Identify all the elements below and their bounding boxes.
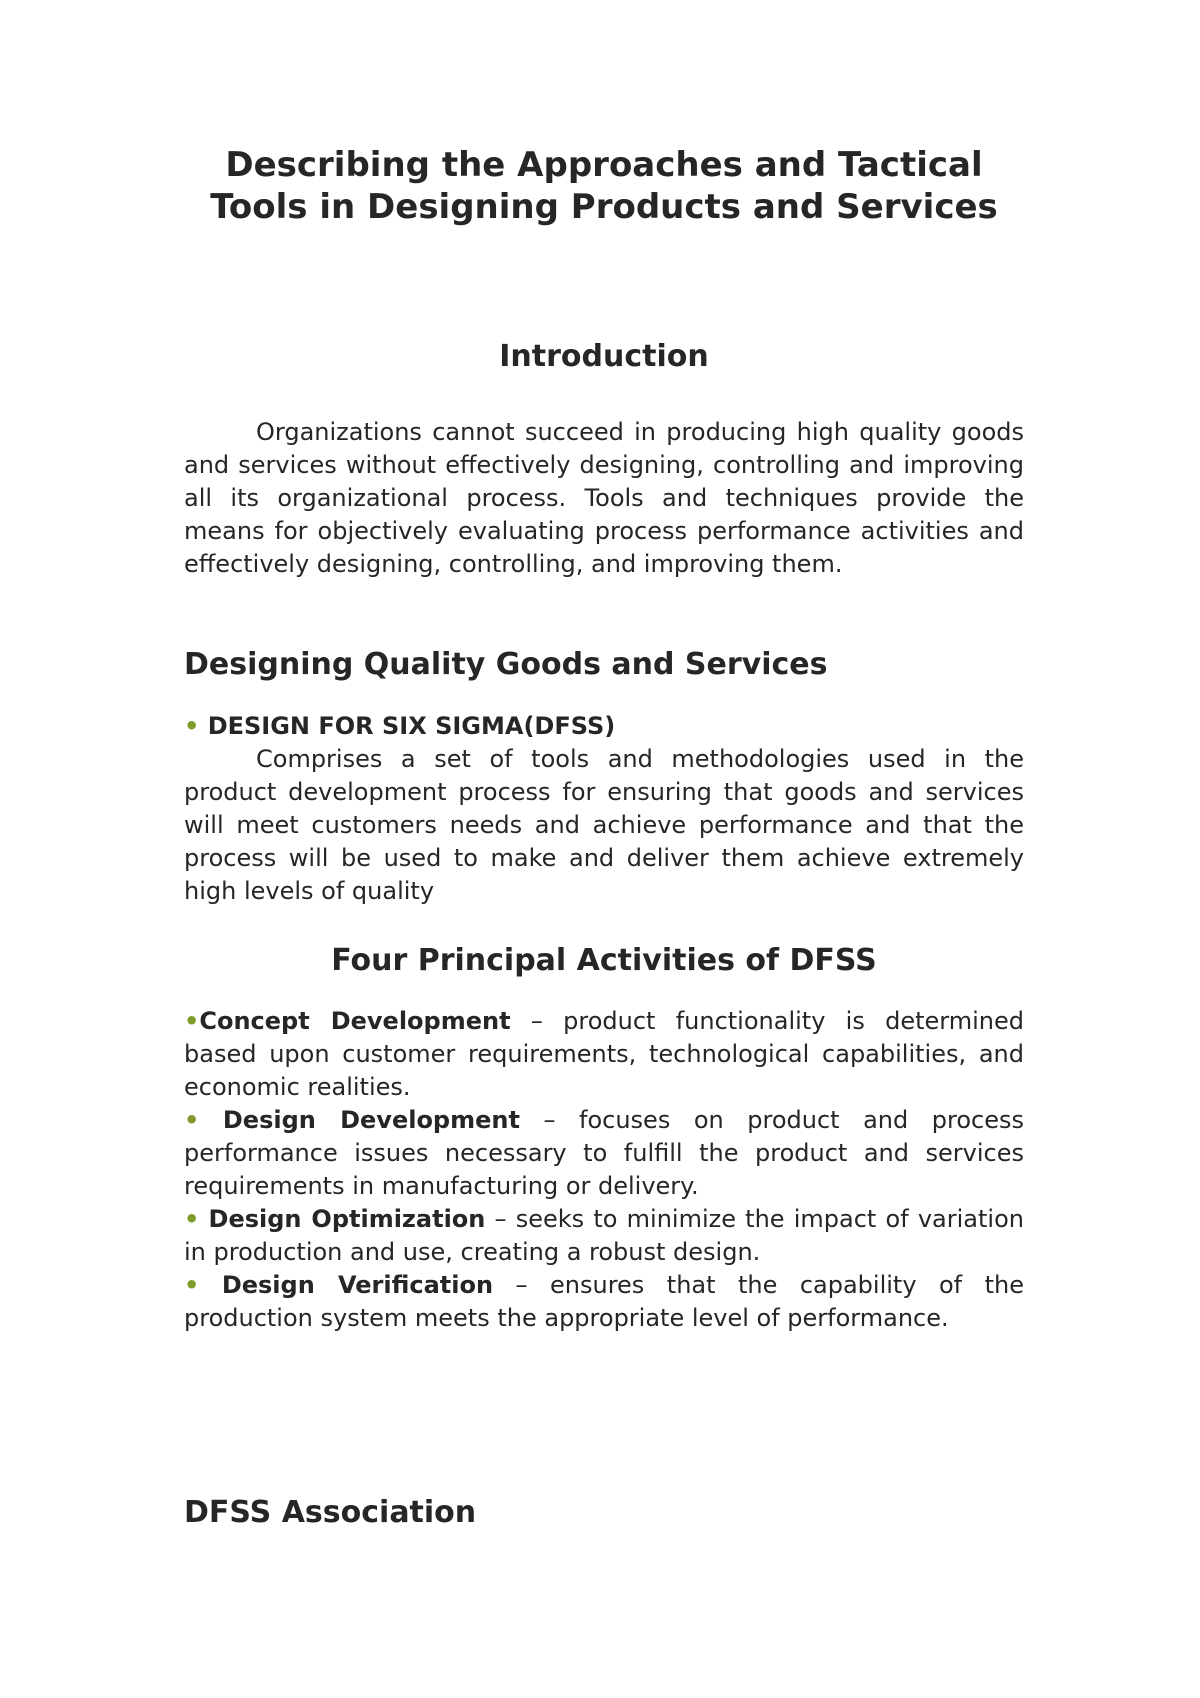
activity-description: – product functionality is determined based upon customer requirements, technological capabilities, and economic realities.	[184, 1007, 1025, 1101]
activity-item-concept-development	[184, 1005, 1024, 1104]
activity-item-design-verification	[184, 1269, 1024, 1335]
intro-heading: Introduction	[499, 339, 709, 374]
activity-description: – focuses on product and process performance issues necessary to fulfill the product and services requirements in manufacturing or delivery.	[184, 1106, 1024, 1200]
activities-list	[184, 1005, 1024, 1335]
bullet-icon: •	[184, 712, 200, 740]
activity-term: Design Development	[222, 1106, 520, 1134]
bullet-icon: •	[184, 1007, 200, 1035]
dfss-paragraph: Comprises a set of tools and methodologies used in the product development process for ensuring that goods and services will meet customers needs and achieve performance and that the process will be used to make and deliver them achieve extremely high levels of quality	[184, 745, 1024, 905]
dfss-heading-text: DESIGN FOR SIX SIGMA(DFSS)	[207, 712, 616, 740]
dfss-bullet-heading	[184, 710, 1024, 743]
intro-paragraph: Organizations cannot succeed in producing high quality goods and services without effectively designing, controlling and improving all its organizational process. Tools and techniques provide the means for objectively evaluating process performance activities and effectively designing, controlling, and improving them.	[184, 418, 1024, 578]
activity-description: – seeks to minimize the impact of variation in production and use, creating a robust design.	[184, 1205, 1024, 1266]
activity-term: Design Verification	[221, 1271, 494, 1299]
section-heading-dfss-association: DFSS Association	[184, 1495, 477, 1530]
section-heading-designing-quality: Designing Quality Goods and Services	[184, 647, 828, 682]
activity-term: Design Optimization	[208, 1205, 486, 1233]
bullet-icon: •	[184, 1106, 200, 1134]
bullet-icon: •	[184, 1205, 200, 1233]
document-title: Describing the Approaches and Tactical Tools in Designing Products and Services	[210, 145, 998, 227]
activity-item-design-development	[184, 1104, 1024, 1203]
section-heading-four-activities: Four Principal Activities of DFSS	[331, 943, 877, 978]
activity-description: – ensures that the capability of the production system meets the appropriate level of performance.	[184, 1271, 1024, 1332]
activity-item-design-optimization	[184, 1203, 1024, 1269]
activity-term: Concept Development	[199, 1007, 511, 1035]
bullet-icon: •	[184, 1271, 200, 1299]
